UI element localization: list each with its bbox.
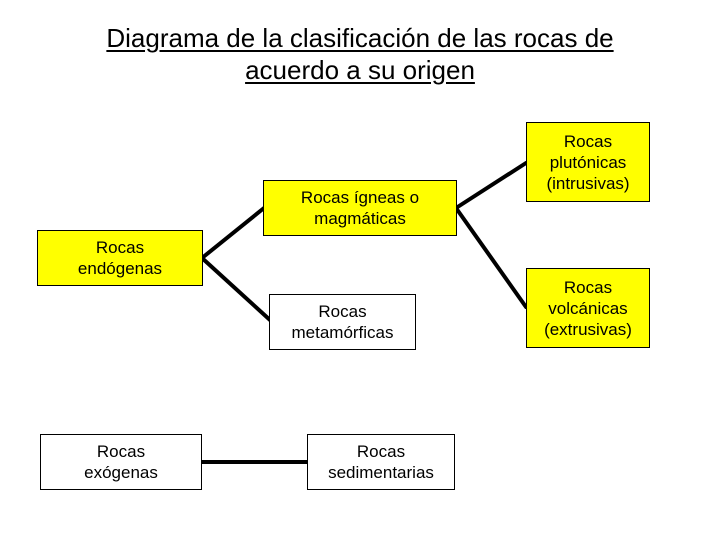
node-rocas-endogenas: Rocas endógenas (37, 230, 203, 286)
diagram-title: Diagrama de la clasificación de las rocas de acuerdo a su origen (106, 23, 614, 85)
connector-igneas-volcanicas (456, 208, 526, 307)
connector-endogenas-metamorficas (202, 258, 270, 320)
node-rocas-metamorficas: Rocas metamórficas (269, 294, 416, 350)
connector-igneas-plutonicas (456, 163, 526, 208)
node-rocas-exogenas: Rocas exógenas (40, 434, 202, 490)
node-rocas-volcanicas: Rocas volcánicas (extrusivas) (526, 268, 650, 348)
connector-endogenas-igneas (202, 208, 264, 258)
node-rocas-sedimentarias: Rocas sedimentarias (307, 434, 455, 490)
node-rocas-igneas: Rocas ígneas o magmáticas (263, 180, 457, 236)
node-rocas-plutonicas: Rocas plutónicas (intrusivas) (526, 122, 650, 202)
